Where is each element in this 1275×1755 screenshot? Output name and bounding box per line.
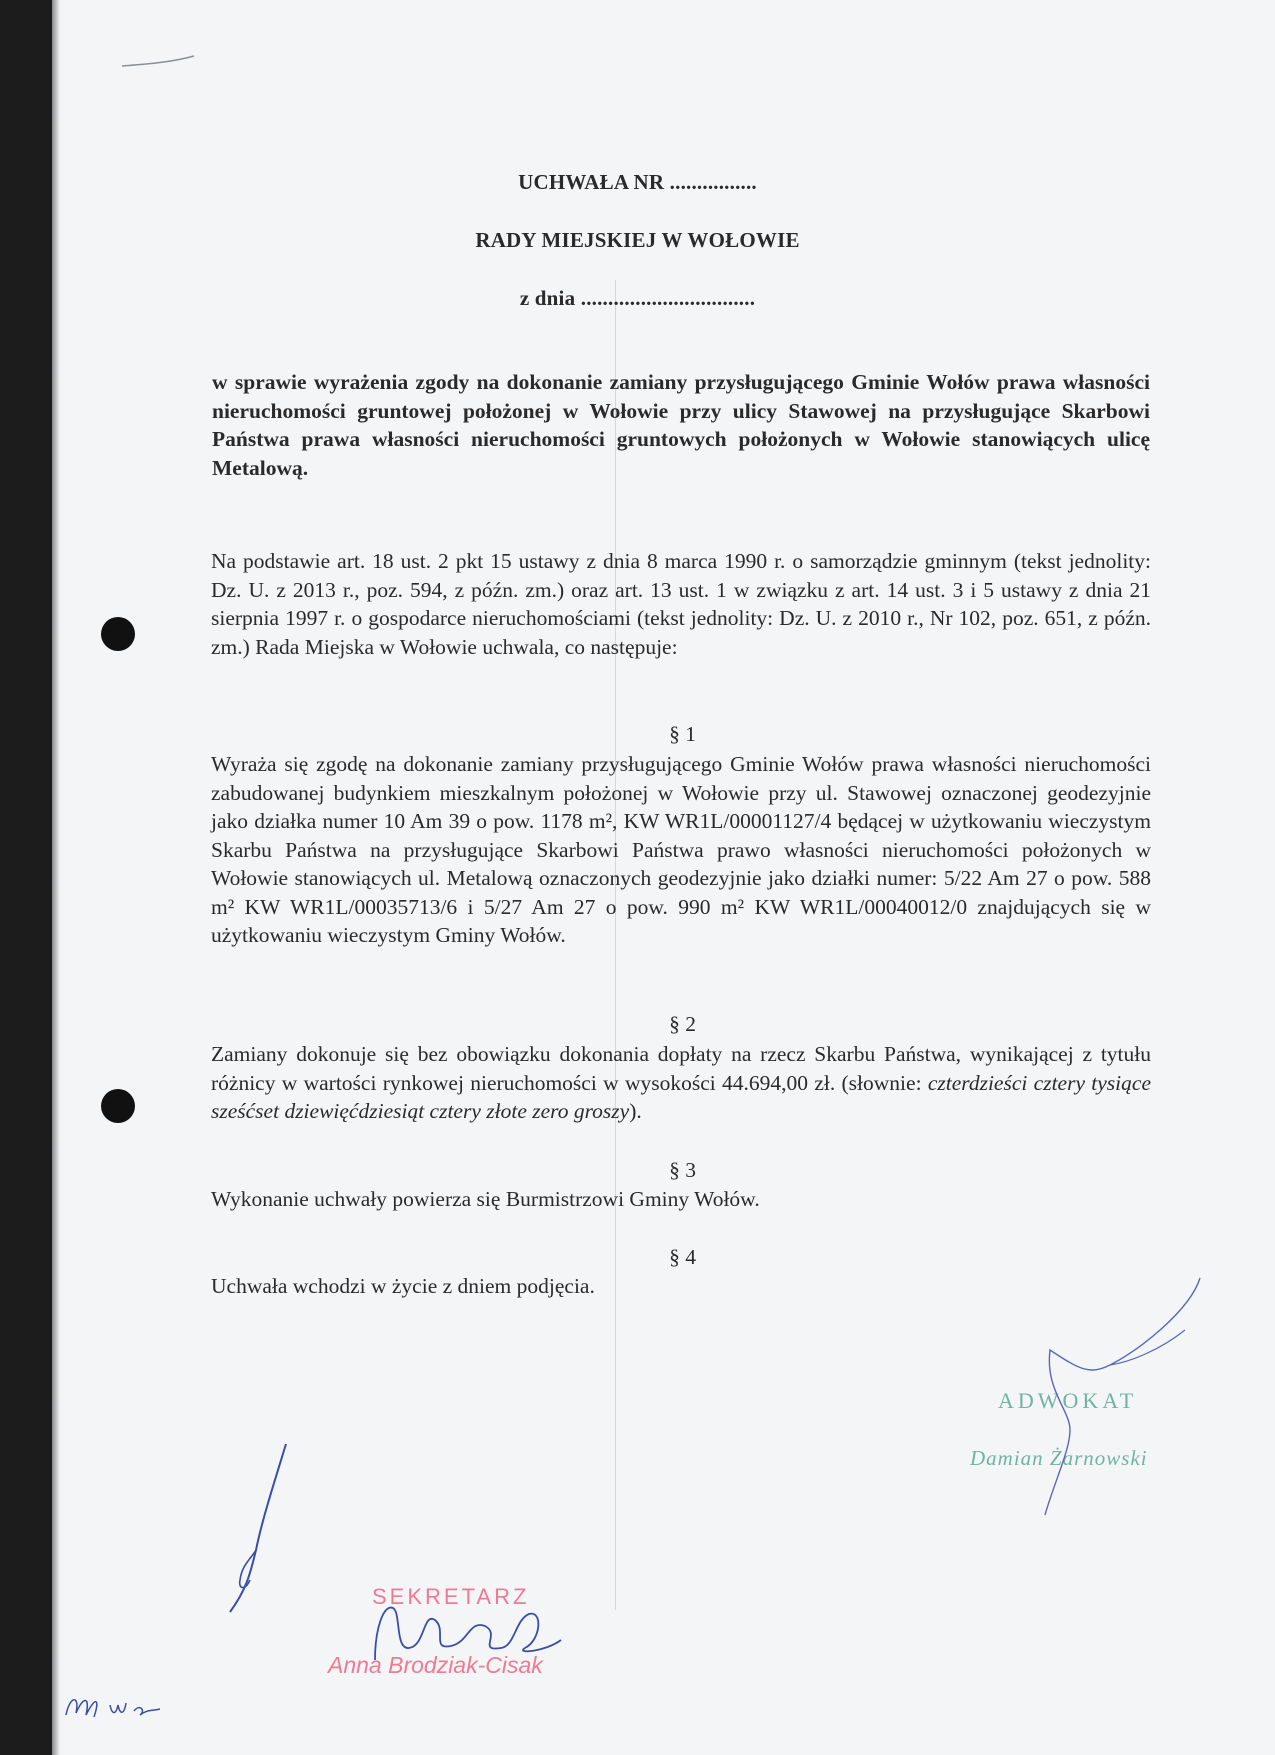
section-1-text: Wyraża się zgodę na dokonanie zamiany przysługującego Gminie Wołów prawa własności nieruchomości zabudowanej budynkiem mieszkalnym położonej w Wołowie przy ul. Stawowej oznaczonej geodezyjnie jako działka numer 10 Am 39 o pow. 1178 m², KW WR1L/00001127/4 będącej w użytkowaniu wieczystym Skarbu Państwa na przysługujące Skarbowi Państwa prawo własności nieruchomości położonych w Wołowie stanowiących ul. Metalową oznaczonych geodezyjnie jako działki numer: 5/22 Am 27 o pow. 588 m² KW WR1L/00035713/6 i 5/27 Am 27 o pow. 990 m² KW WR1L/00040012/0 znajdujących się w użytkowaniu wieczystym Gminy Wołów. [211,752,1151,947]
section-2-text [211,1040,1151,1126]
section-3-text: Wykonanie uchwały powierza się Burmistrzowi Gminy Wołów. [211,1187,760,1211]
preamble: Na podstawie art. 18 ust. 2 pkt 15 ustawy z dnia 8 marca 1990 r. o samorządzie gminnym (tekst jednolity: Dz. U. z 2013 r., poz. 594, z późn. zm.) oraz art. 13 ust. 1 w związku z art. 14 ust. 3 i 5 ustawy z dnia 21 sierpnia 1997 r. o gospodarce nieruchomościami (tekst jednolity: Dz. U. z 2010 r., Nr 102, poz. 651, z późn. zm.) Rada Miejska w Wołowie uchwala, co następuje: [211,549,1151,659]
section-4-title: § 4 [669,1245,696,1269]
section-2-text-main: Zamiany dokonuje się bez obowiązku dokonania dopłaty na rzecz Skarbu Państwa, wynikającej z tytułu różnicy w wartości rynkowej nieruchomości w wysokości 44.694,00 zł. (słownie: [211,1042,1151,1095]
lawyer-signature [1010,1270,1210,1520]
lawyer-stamp-title: ADWOKAT [998,1388,1138,1413]
resolution-subject: w sprawie wyrażenia zgody na dokonanie zamiany przysługującego Gminie Wołów prawa własności nieruchomości gruntowej położonej w Wołowie przy ulicy Stawowej na przysługujące Skarbowi Państwa prawa własności nieruchomości gruntowych położonych w Wołowie stanowiących ulicę Metalową. [212,370,1150,480]
scan-binding-edge [0,0,52,1755]
lawyer-stamp-name: Damian Żarnowski [970,1446,1148,1470]
section-2-amount-in-words: czterdzieści cztery tysiące sześćset dziewięćdziesiąt cztery złote zero groszy [211,1070,1151,1123]
council-name: RADY MIEJSKIEJ W WOŁOWIE [475,228,800,252]
handwritten-note [60,1685,180,1725]
resolution-number: UCHWAŁA NR ................ [518,170,757,194]
section-4-text: Uchwała wchodzi w życie z dniem podjęcia. [211,1274,595,1298]
resolution-date: z dnia ................................ [519,286,756,310]
scan-edge-shadow [52,0,60,1755]
section-2-text-end: ). [629,1099,642,1123]
section-2-title: § 2 [669,1012,696,1036]
left-signature [220,1440,290,1620]
punch-hole-bottom [101,1089,135,1123]
punch-hole-top [101,617,135,651]
secretary-stamp-name: Anna Brodziak-Cisak [328,1652,543,1678]
section-3-title: § 3 [669,1158,696,1182]
section-1-title: § 1 [669,722,696,746]
stray-pencil-mark [118,48,198,72]
secretary-signature [365,1590,575,1670]
secretary-stamp-title: SEKRETARZ [372,1584,530,1609]
